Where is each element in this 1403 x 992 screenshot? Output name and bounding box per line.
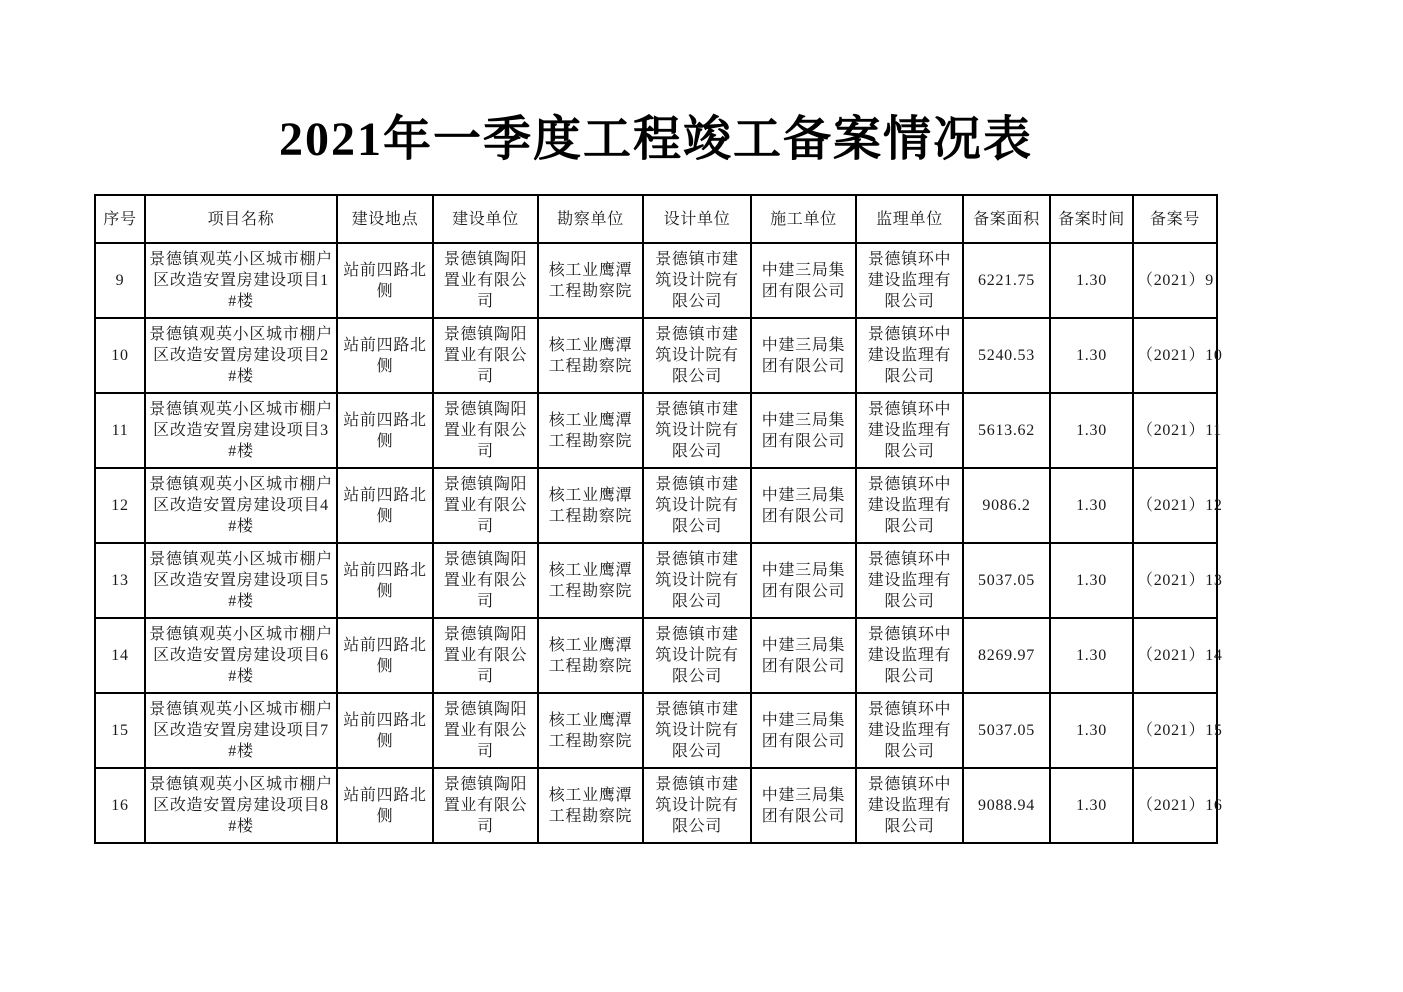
cell-filing-time: 1.30 (1050, 468, 1133, 543)
cell-survey-unit: 核工业鹰潭工程勘察院 (538, 318, 643, 393)
cell-design-unit: 景德镇市建筑设计院有限公司 (643, 243, 751, 318)
cell-location: 站前四路北侧 (337, 693, 433, 768)
cell-survey-unit: 核工业鹰潭工程勘察院 (538, 468, 643, 543)
cell-seq: 10 (95, 318, 145, 393)
cell-project-name: 景德镇观英小区城市棚户区改造安置房建设项目6#楼 (145, 618, 337, 693)
cell-location: 站前四路北侧 (337, 768, 433, 843)
document-page (94, 0, 1223, 844)
cell-filing-area: 5613.62 (963, 393, 1050, 468)
cell-filing-number: （2021）12 (1133, 468, 1217, 543)
cell-filing-area: 5037.05 (963, 693, 1050, 768)
cell-filing-number: （2021）10 (1133, 318, 1217, 393)
cell-filing-area: 8269.97 (963, 618, 1050, 693)
cell-seq: 15 (95, 693, 145, 768)
cell-design-unit: 景德镇市建筑设计院有限公司 (643, 768, 751, 843)
cell-location: 站前四路北侧 (337, 543, 433, 618)
column-header-time: 备案时间 (1050, 195, 1133, 243)
cell-survey-unit: 核工业鹰潭工程勘察院 (538, 393, 643, 468)
table-row (95, 618, 1217, 693)
cell-project-name: 景德镇观英小区城市棚户区改造安置房建设项目2#楼 (145, 318, 337, 393)
cell-design-unit: 景德镇市建筑设计院有限公司 (643, 468, 751, 543)
cell-location: 站前四路北侧 (337, 243, 433, 318)
cell-supervisor-unit: 景德镇环中建设监理有限公司 (856, 543, 963, 618)
cell-filing-number: （2021）16 (1133, 768, 1217, 843)
cell-seq: 11 (95, 393, 145, 468)
column-header-survey: 勘察单位 (538, 195, 643, 243)
column-header-location: 建设地点 (337, 195, 433, 243)
column-header-supervisor: 监理单位 (856, 195, 963, 243)
cell-builder-unit: 景德镇陶阳置业有限公司 (433, 693, 538, 768)
cell-survey-unit: 核工业鹰潭工程勘察院 (538, 693, 643, 768)
cell-survey-unit: 核工业鹰潭工程勘察院 (538, 618, 643, 693)
cell-design-unit: 景德镇市建筑设计院有限公司 (643, 618, 751, 693)
cell-filing-time: 1.30 (1050, 693, 1133, 768)
table-body (95, 243, 1223, 843)
cell-filing-time: 1.30 (1050, 243, 1133, 318)
cell-filing-area: 9086.2 (963, 468, 1050, 543)
cell-builder-unit: 景德镇陶阳置业有限公司 (433, 243, 538, 318)
cell-project-name: 景德镇观英小区城市棚户区改造安置房建设项目5#楼 (145, 543, 337, 618)
cell-filing-time: 1.30 (1050, 618, 1133, 693)
cell-seq: 9 (95, 243, 145, 318)
cell-builder-unit: 景德镇陶阳置业有限公司 (433, 543, 538, 618)
cell-filing-area: 9088.94 (963, 768, 1050, 843)
cell-seq: 16 (95, 768, 145, 843)
page-title: 2021年一季度工程竣工备案情况表 (278, 113, 1033, 166)
cell-contractor-unit: 中建三局集团有限公司 (751, 768, 856, 843)
cell-seq: 14 (95, 618, 145, 693)
cell-seq: 12 (95, 468, 145, 543)
header-row (95, 195, 1217, 243)
cell-contractor-unit: 中建三局集团有限公司 (751, 693, 856, 768)
cell-filing-area: 5240.53 (963, 318, 1050, 393)
cell-project-name: 景德镇观英小区城市棚户区改造安置房建设项目1#楼 (145, 243, 337, 318)
column-header-seq: 序号 (95, 195, 145, 243)
table-row (95, 243, 1217, 318)
cell-location: 站前四路北侧 (337, 618, 433, 693)
cell-location: 站前四路北侧 (337, 318, 433, 393)
cell-supervisor-unit: 景德镇环中建设监理有限公司 (856, 618, 963, 693)
cell-contractor-unit: 中建三局集团有限公司 (751, 618, 856, 693)
cell-supervisor-unit: 景德镇环中建设监理有限公司 (856, 468, 963, 543)
cell-survey-unit: 核工业鹰潭工程勘察院 (538, 768, 643, 843)
cell-filing-number: （2021）14 (1133, 618, 1217, 693)
cell-survey-unit: 核工业鹰潭工程勘察院 (538, 243, 643, 318)
cell-filing-number: （2021）11 (1133, 393, 1217, 468)
cell-location: 站前四路北侧 (337, 468, 433, 543)
cell-filing-number: （2021）9 (1133, 243, 1217, 318)
filing-table (94, 194, 1223, 844)
column-header-project: 项目名称 (145, 195, 337, 243)
table-row (95, 393, 1217, 468)
cell-filing-area: 5037.05 (963, 543, 1050, 618)
cell-builder-unit: 景德镇陶阳置业有限公司 (433, 618, 538, 693)
cell-design-unit: 景德镇市建筑设计院有限公司 (643, 318, 751, 393)
cell-filing-time: 1.30 (1050, 393, 1133, 468)
cell-survey-unit: 核工业鹰潭工程勘察院 (538, 543, 643, 618)
cell-filing-time: 1.30 (1050, 768, 1133, 843)
cell-design-unit: 景德镇市建筑设计院有限公司 (643, 543, 751, 618)
table-row (95, 543, 1217, 618)
cell-contractor-unit: 中建三局集团有限公司 (751, 318, 856, 393)
cell-filing-number: （2021）13 (1133, 543, 1217, 618)
column-header-builder: 建设单位 (433, 195, 538, 243)
table-row (95, 468, 1217, 543)
cell-contractor-unit: 中建三局集团有限公司 (751, 468, 856, 543)
column-header-number: 备案号 (1133, 195, 1217, 243)
cell-supervisor-unit: 景德镇环中建设监理有限公司 (856, 243, 963, 318)
cell-project-name: 景德镇观英小区城市棚户区改造安置房建设项目4#楼 (145, 468, 337, 543)
cell-project-name: 景德镇观英小区城市棚户区改造安置房建设项目7#楼 (145, 693, 337, 768)
table-header (95, 195, 1217, 243)
cell-contractor-unit: 中建三局集团有限公司 (751, 243, 856, 318)
cell-project-name: 景德镇观英小区城市棚户区改造安置房建设项目3#楼 (145, 393, 337, 468)
cell-supervisor-unit: 景德镇环中建设监理有限公司 (856, 393, 963, 468)
cell-supervisor-unit: 景德镇环中建设监理有限公司 (856, 318, 963, 393)
cell-contractor-unit: 中建三局集团有限公司 (751, 393, 856, 468)
cell-filing-time: 1.30 (1050, 543, 1133, 618)
cell-location: 站前四路北侧 (337, 393, 433, 468)
cell-builder-unit: 景德镇陶阳置业有限公司 (433, 318, 538, 393)
cell-builder-unit: 景德镇陶阳置业有限公司 (433, 393, 538, 468)
cell-builder-unit: 景德镇陶阳置业有限公司 (433, 468, 538, 543)
cell-seq: 13 (95, 543, 145, 618)
cell-builder-unit: 景德镇陶阳置业有限公司 (433, 768, 538, 843)
table-row (95, 318, 1217, 393)
cell-supervisor-unit: 景德镇环中建设监理有限公司 (856, 693, 963, 768)
cell-contractor-unit: 中建三局集团有限公司 (751, 543, 856, 618)
cell-design-unit: 景德镇市建筑设计院有限公司 (643, 693, 751, 768)
column-header-design: 设计单位 (643, 195, 751, 243)
table-row (95, 693, 1217, 768)
cell-project-name: 景德镇观英小区城市棚户区改造安置房建设项目8#楼 (145, 768, 337, 843)
cell-supervisor-unit: 景德镇环中建设监理有限公司 (856, 768, 963, 843)
column-header-contractor: 施工单位 (751, 195, 856, 243)
cell-filing-area: 6221.75 (963, 243, 1050, 318)
column-header-area: 备案面积 (963, 195, 1050, 243)
cell-filing-time: 1.30 (1050, 318, 1133, 393)
cell-filing-number: （2021）15 (1133, 693, 1217, 768)
table-row (95, 768, 1217, 843)
cell-design-unit: 景德镇市建筑设计院有限公司 (643, 393, 751, 468)
